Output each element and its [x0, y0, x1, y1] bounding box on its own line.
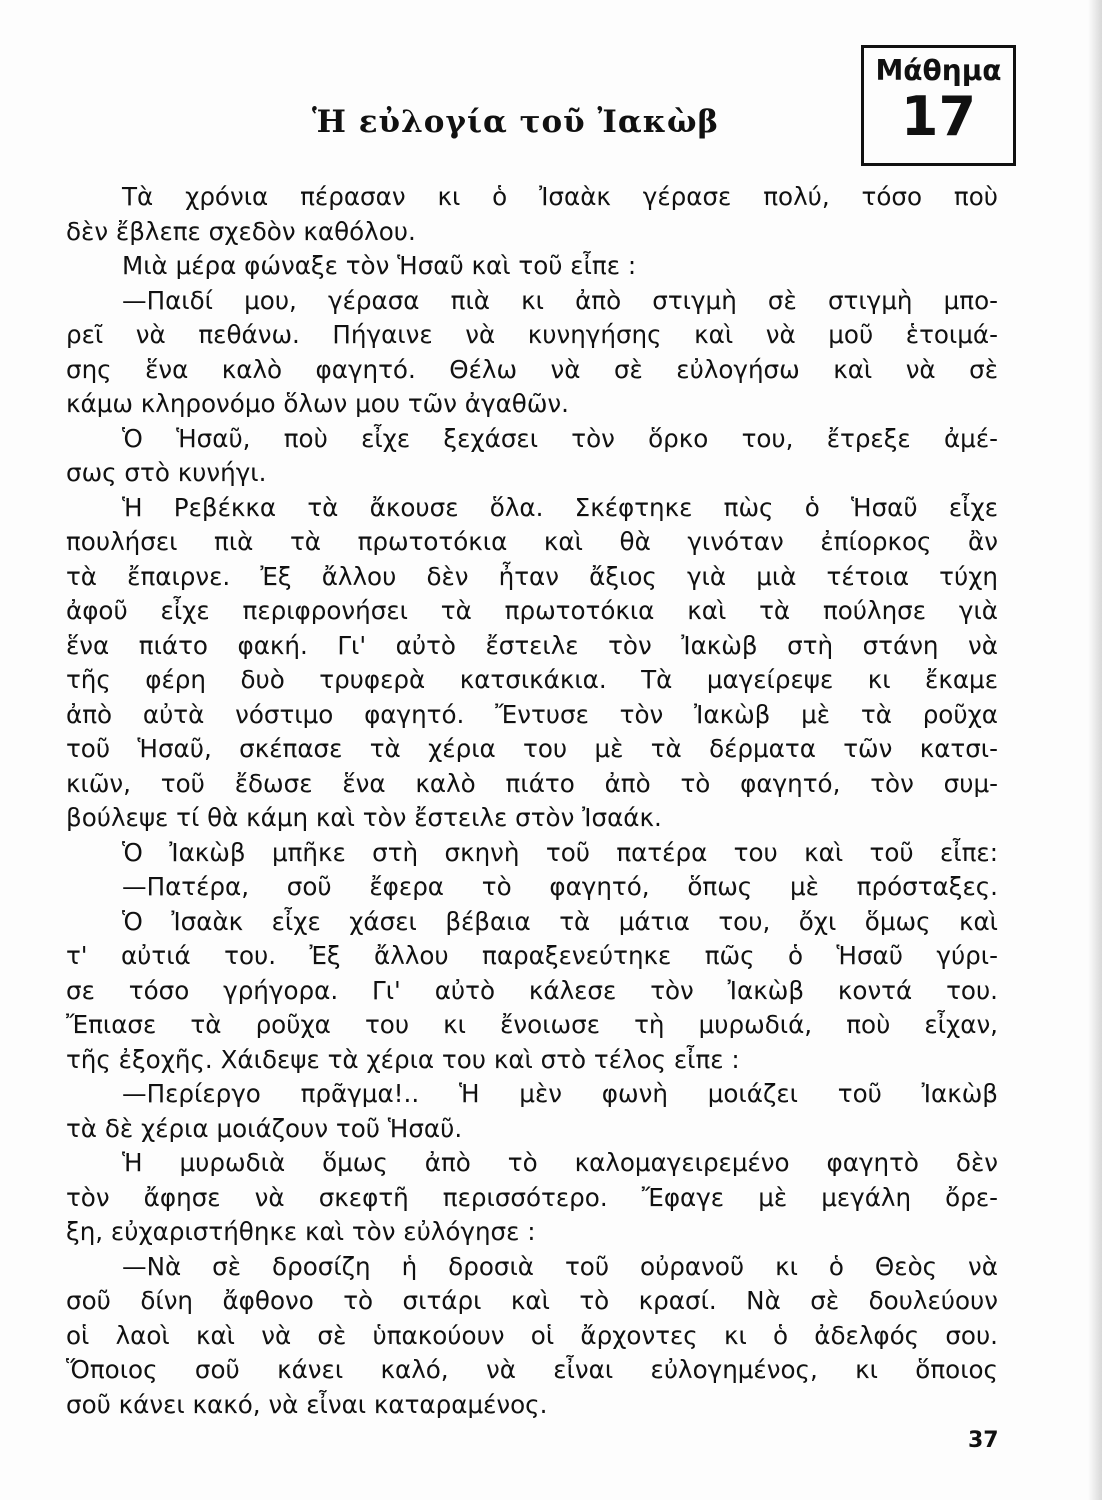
text-line: τῆς ἐξοχῆς. Χάιδεψε τὰ χέρια του καὶ στὸ τέλος εἶπε : [66, 1044, 740, 1074]
text-line: Ἡ Ρεβέκκα τὰ ἄκουσε ὅλα. Σκέφτηκε πὼς ὁ Ἡσαῦ εἶχε [122, 492, 998, 522]
text-line: κάμω κληρονόμο ὅλων μου τῶν ἀγαθῶν. [66, 389, 569, 418]
text-line: τὰ ἔπαιρνε. Ἐξ ἄλλου δὲν ἦταν ἄξιος γιὰ μιὰ τέτοια τύχη [66, 561, 998, 591]
text-line: τῆς φέρη δυὸ τρυφερὰ κατσικάκια. Τὰ μαγείρεψε κι ἔκαμε [66, 665, 998, 694]
lesson-number-box [861, 45, 1016, 166]
text-line: ἀπὸ αὐτὰ νόστιμο φαγητό. Ἔντυσε τὸν Ἰακὼβ μὲ τὰ ροῦχα [66, 699, 998, 729]
text-line: κιῶν, τοῦ ἔδωσε ἕνα καλὸ πιάτο ἀπὸ τὸ φαγητό, τὸν συμ- [66, 768, 998, 798]
text-line: ρεῖ νὰ πεθάνω. Πήγαινε νὰ κυνηγήσης καὶ νὰ μοῦ ἑτοιμά- [66, 320, 998, 349]
lesson-number: 17 [900, 85, 977, 148]
text-line: Ἡ μυρωδιὰ ὅμως ἀπὸ τὸ καλομαγειρεμένο φαγητὸ δὲν [122, 1148, 998, 1177]
page-number: 37 [968, 1428, 999, 1453]
lesson-title: Ἡ εὐλογία τοῦ Ἰακὼβ [312, 104, 720, 140]
text-line: —Παιδί μου, γέρασα πιὰ κι ἀπὸ στιγμὴ σὲ στιγμὴ μπο- [122, 285, 998, 315]
text-line: σοῦ κάνει κακό, νὰ εἶναι καταραμένος. [66, 1389, 548, 1419]
text-line: τὸν ἄφησε νὰ σκεφτῆ περισσότερο. Ἔφαγε μὲ μεγάλη ὄρε- [66, 1182, 998, 1212]
text-line: σε τόσο γρήγορα. Γι' αὐτὸ κάλεσε τὸν Ἰακὼβ κοντά του. [66, 975, 998, 1005]
text-line: οἱ λαοὶ καὶ νὰ σὲ ὑπακούουν οἱ ἄρχοντες κι ὁ ἀδελφός σου. [66, 1320, 998, 1350]
text-line: ἕνα πιάτο φακή. Γι' αὐτὸ ἔστειλε τὸν Ἰακὼβ στὴ στάνη νὰ [66, 630, 998, 660]
text-line: τ' αὐτιά του. Ἐξ ἄλλου παραξενεύτηκε πῶς ὁ Ἡσαῦ γύρι- [66, 941, 998, 970]
text-line: τὰ δὲ χέρια μοιάζουν τοῦ Ἡσαῦ. [66, 1113, 463, 1143]
text-line: Μιὰ μέρα φώναξε τὸν Ἡσαῦ καὶ τοῦ εἶπε : [122, 251, 637, 280]
text-line: —Πατέρα, σοῦ ἔφερα τὸ φαγητό, ὅπως μὲ πρόσταξες. [122, 872, 998, 901]
text-line: σως στὸ κυνήγι. [66, 458, 267, 487]
body-text [66, 180, 998, 1422]
text-line: Ἔπιασε τὰ ροῦχα του κι ἔνοιωσε τὴ μυρωδιά, ποὺ εἶχαν, [66, 1010, 998, 1039]
text-line: Τὰ χρόνια πέρασαν κι ὁ Ἰσαὰκ γέρασε πολύ, τόσο ποὺ [122, 182, 998, 211]
text-line: σης ἕνα καλὸ φαγητό. Θέλω νὰ σὲ εὐλογήσω καὶ νὰ σὲ [66, 354, 998, 384]
text-line: δὲν ἔβλεπε σχεδὸν καθόλου. [66, 216, 416, 246]
page-edge-shadow [1088, 0, 1102, 1500]
text-line: σοῦ δίνη ἄφθονο τὸ σιτάρι καὶ τὸ κρασί. Νὰ σὲ δουλεύουν [66, 1286, 998, 1315]
lesson-label: Μάθημα [875, 54, 1002, 87]
text-line: ξη, εὐχαριστήθηκε καὶ τὸν εὐλόγησε : [66, 1217, 536, 1246]
text-line: τοῦ Ἡσαῦ, σκέπασε τὰ χέρια του μὲ τὰ δέρματα τῶν κατσι- [66, 734, 998, 763]
text-line: Ὁ Ἰακὼβ μπῆκε στὴ σκηνὴ τοῦ πατέρα του καὶ τοῦ εἶπε: [122, 837, 998, 867]
text-line: —Περίεργο πρᾶγμα!.. Ἡ μὲν φωνὴ μοιάζει τοῦ Ἰακὼβ [122, 1079, 998, 1108]
text-line: —Νὰ σὲ δροσίζη ἡ δροσιὰ τοῦ οὐρανοῦ κι ὁ Θεὸς νὰ [122, 1251, 998, 1281]
text-line: βούλεψε τί θὰ κάμη καὶ τὸν ἔστειλε στὸν Ἰσαάκ. [66, 803, 662, 832]
text-line: πουλήσει πιὰ τὰ πρωτοτόκια καὶ θὰ γινόταν ἐπίορκος ἂν [66, 527, 998, 556]
text-line: Ὅποιος σοῦ κάνει καλό, νὰ εἶναι εὐλογημένος, κι ὅποιος [66, 1355, 998, 1384]
text-line: Ὁ Ἡσαῦ, ποὺ εἶχε ξεχάσει τὸν ὅρκο του, ἔτρεξε ἀμέ- [122, 423, 998, 453]
text-line: ἀφοῦ εἶχε περιφρονήσει τὰ πρωτοτόκια καὶ τὰ πούλησε γιὰ [66, 596, 998, 625]
text-line: Ὁ Ἰσαὰκ εἶχε χάσει βέβαια τὰ μάτια του, ὄχι ὅμως καὶ [122, 906, 998, 936]
